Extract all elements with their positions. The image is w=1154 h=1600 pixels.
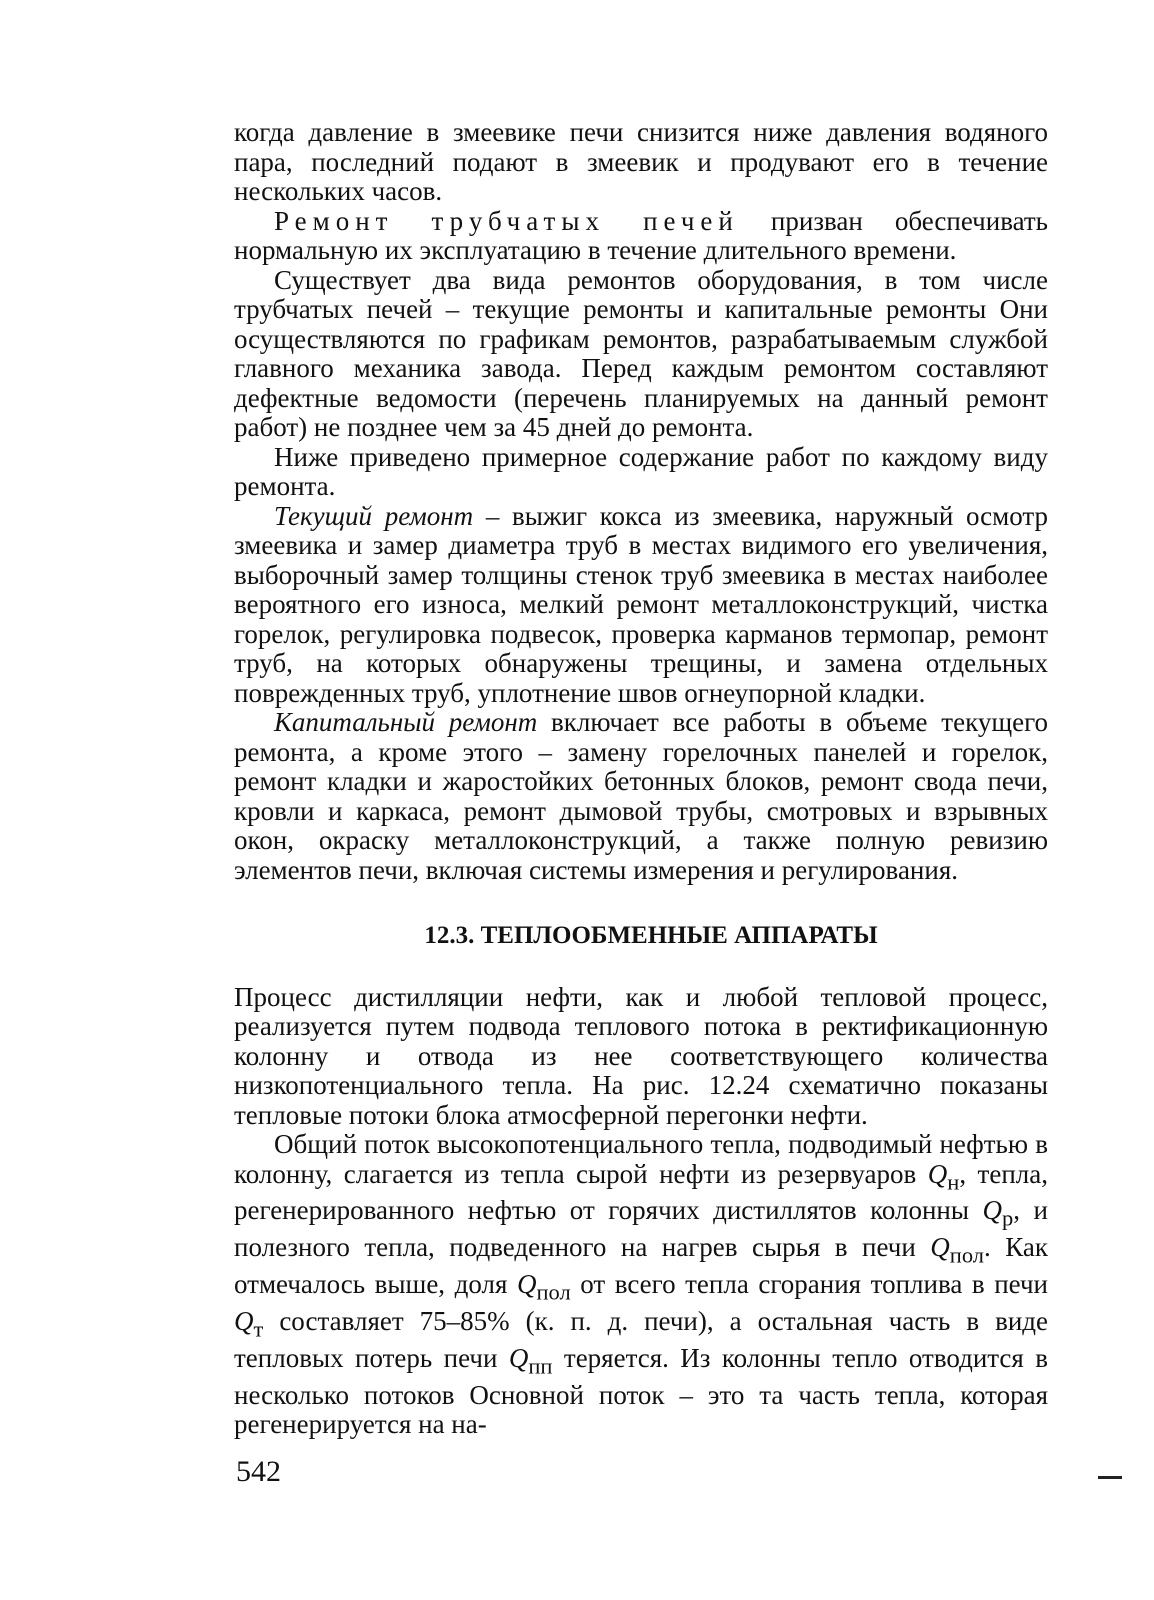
page-text [234,118,1048,1440]
scan-mark [1098,1476,1122,1479]
spaced-term: Ремонт трубчатых печей [274,205,739,236]
paragraph-6: Капитальный ремонт включает все работы в объеме текущего ремонта, а кроме этого – замену горелочных панелей и горелок, ремонт кладки и жаростойких бетонных блоков, ремонт свода печи, кровли и каркаса, ремонт дымовой трубы, смотровых и взрывных окон, окраску металлоконструкций, а также полную ревизию элементов печи, включая системы измерения и регулирования. [234,707,1049,885]
paragraph-4: Ниже приведено примерное содержание работ по каждому виду ремонта. [234,441,1048,501]
paragraph-7: Процесс дистилляции нефти, как и любой тепловой процесс, реализуется путем подвода теплового потока в ректификационную колонну и отвода из нее соответствующего количества низкопотенциального тепла. На рис. 12.24 схематично показаны тепловые потоки блока атмосферной перегонки нефти. [234,981,1048,1130]
paragraph-3: Существует два вида ремонтов оборудования, в том числе трубчатых печей – текущие ремонты и капитальные ремонты Они осуществляются по графикам ремонтов, разрабатываемым службой главного механика завода. Перед каждым ремонтом составляют дефектные ведомости (перечень планируемых на данный ремонт работ) не позднее чем за 45 дней до ремонта. [234,264,1048,442]
paragraph-2: Ремонт трубчатых печей призван обеспечивать нормальную их эксплуатацию в течение длительного времени. [234,205,1048,265]
paragraph-1: когда давление в змеевике печи снизится ниже давления водяного пара, последний подают в змеевик и продувают его в течение нескольких часов. [234,117,1048,206]
section-heading: 12.3. ТЕПЛООБМЕННЫЕ АППАРАТЫ [424,922,878,949]
italic-term: Капитальный ремонт [274,707,538,737]
paragraph-8: Общий поток высокопотенциального тепла, подводимый нефтью в колонну, слагается из тепла сырой нефти из резервуаров $Q_н$, тепла, регенерированного нефтью от горячих дистиллятов колонны $Q_р$, и полезного тепла, подведенного на нагрев сырья в печи $Q_{пол}$. Как отмечалось выше, доля $Q_{пол}$ от всего тепла сгорания топлива в печи $Q_т$ составляет 75–85% (к. п. д. печи), а остальная часть в виде тепловых потерь печи $Q_{пп}$ теряется. Из колонны тепло отводится в несколько потоков Основной поток – это та часть тепла, которая регенерируется на на- [234,1129,1049,1440]
paragraph-5: Текущий ремонт – выжиг кокса из змеевика, наружный осмотр змеевика и замер диаметра труб в местах видимого его увеличения, выборочный замер толщины стенок труб змеевика в местах наиболее вероятного его износа, мелкий ремонт металлоконструкций, чистка горелок, регулировка подвесок, проверка карманов термопар, ремонт труб, на которых обнаружены трещины, и замена отдельных поврежденных труб, уплотнение швов огнеупорной кладки. [234,500,1048,708]
italic-term: Текущий ремонт [274,500,474,531]
page-number: 542 [236,1455,281,1488]
